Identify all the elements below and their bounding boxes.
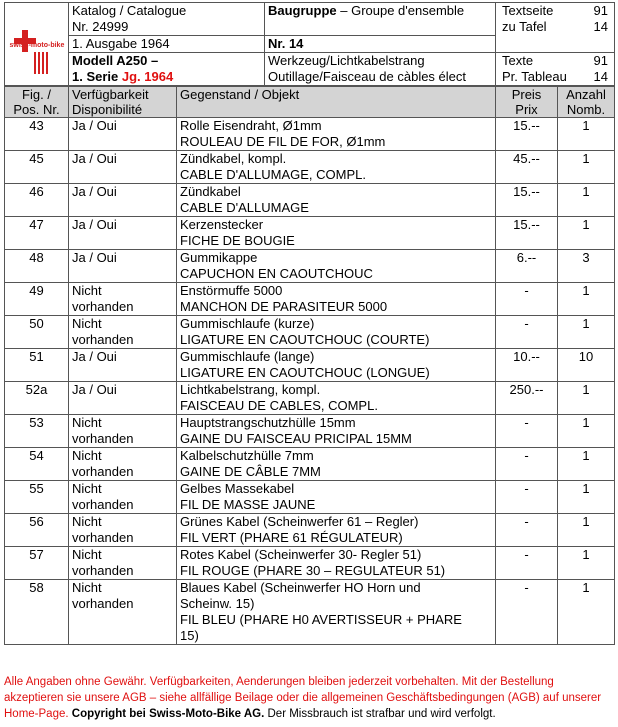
- row-qty: 3: [558, 250, 615, 283]
- column-header-row: [5, 87, 615, 118]
- row-qty: 10: [558, 349, 615, 382]
- catalog-label: Katalog / Catalogue: [72, 3, 187, 18]
- group-cell: [265, 3, 496, 36]
- texte-ref-cell: [496, 53, 615, 86]
- row-pos: 43: [5, 118, 69, 151]
- copyright-text: Copyright bei Swiss-Moto-Bike AG.: [68, 708, 265, 720]
- row-price: -: [496, 283, 558, 316]
- table-row: [5, 151, 615, 184]
- row-availability: Nicht vorhanden: [69, 580, 177, 645]
- row-qty: 1: [558, 316, 615, 349]
- row-availability: Ja / Oui: [69, 184, 177, 217]
- row-availability: Nicht vorhanden: [69, 448, 177, 481]
- row-availability: Nicht vorhanden: [69, 415, 177, 448]
- row-qty: 1: [558, 415, 615, 448]
- texte-value: 91: [593, 53, 608, 68]
- row-pos: 57: [5, 547, 69, 580]
- row-object: Blaues Kabel (Scheinwerfer HO Horn und Scheinw. 15) FIL BLEU (PHARE H0 AVERTISSEUR + PHARE 15): [177, 580, 496, 645]
- row-object: Rotes Kabel (Scheinwerfer 30- Regler 51) FIL ROUGE (PHARE 30 – REGULATEUR 51): [177, 547, 496, 580]
- catalog-page: [4, 2, 614, 645]
- row-price: 10.--: [496, 349, 558, 382]
- table-row: [5, 547, 615, 580]
- table-row: [5, 250, 615, 283]
- series-year: Jg. 1964: [121, 69, 174, 84]
- col-availability: Verfügbarkeit Disponibilité: [69, 87, 177, 118]
- row-price: 15.--: [496, 217, 558, 250]
- row-object: Zündkabel CABLE D'ALLUMAGE: [177, 184, 496, 217]
- table-row: [5, 481, 615, 514]
- catalog-cell: [69, 3, 265, 36]
- page-ref-cell: [496, 3, 615, 53]
- model-name: Modell A250 –: [72, 53, 159, 68]
- row-pos: 50: [5, 316, 69, 349]
- table-row: [5, 514, 615, 547]
- catalog-number: Nr. 24999: [72, 19, 129, 34]
- row-availability: Ja / Oui: [69, 382, 177, 415]
- col-qty: Anzahl Nomb.: [558, 87, 615, 118]
- group-label-rest: – Groupe d'ensemble: [336, 3, 465, 18]
- row-pos: 52a: [5, 382, 69, 415]
- row-pos: 53: [5, 415, 69, 448]
- row-availability: Ja / Oui: [69, 151, 177, 184]
- table-row: [5, 118, 615, 151]
- row-object: Gummischlaufe (lange) LIGATURE EN CAOUTCHOUC (LONGUE): [177, 349, 496, 382]
- plate-value: 14: [593, 19, 608, 34]
- col-price: Preis Prix: [496, 87, 558, 118]
- model-cell: [69, 53, 265, 86]
- row-object: Kerzenstecker FICHE DE BOUGIE: [177, 217, 496, 250]
- table-row: [5, 349, 615, 382]
- row-qty: 1: [558, 217, 615, 250]
- row-price: 15.--: [496, 118, 558, 151]
- group-name-fr: Outillage/Faisceau de càbles élect: [268, 69, 467, 84]
- row-qty: 1: [558, 580, 615, 645]
- row-availability: Ja / Oui: [69, 349, 177, 382]
- table-row: [5, 316, 615, 349]
- row-pos: 48: [5, 250, 69, 283]
- row-price: 250.--: [496, 382, 558, 415]
- logo-text: swiss-moto-bike: [9, 42, 65, 49]
- tableau-label: Pr. Tableau: [502, 69, 567, 84]
- row-object: Gummikappe CAPUCHON EN CAOUTCHOUC: [177, 250, 496, 283]
- row-qty: 1: [558, 184, 615, 217]
- col-pos: Fig. / Pos. Nr.: [5, 87, 69, 118]
- row-price: -: [496, 580, 558, 645]
- row-object: Lichtkabelstrang, kompl. FAISCEAU DE CABLES, COMPL.: [177, 382, 496, 415]
- row-pos: 55: [5, 481, 69, 514]
- row-pos: 45: [5, 151, 69, 184]
- row-qty: 1: [558, 283, 615, 316]
- plate-label: zu Tafel: [502, 19, 547, 34]
- row-pos: 56: [5, 514, 69, 547]
- row-availability: Nicht vorhanden: [69, 316, 177, 349]
- row-qty: 1: [558, 118, 615, 151]
- disclaimer-text: Alle Angaben ohne Gewähr. Verfügbarkeiten, Aenderungen bleiben jederzeit vorbehalten. Mit der Bestellung akzeptieren sie unsere AGB – siehe allfällige Beilage oder die allgemeinen Geschäftsbedingungen (AGB) auf unserer Home-Page.: [4, 676, 602, 720]
- row-object: Grünes Kabel (Scheinwerfer 61 – Regler) FIL VERT (PHARE 61 RÉGULATEUR): [177, 514, 496, 547]
- col-object: Gegenstand / Objekt: [177, 87, 496, 118]
- row-availability: Ja / Oui: [69, 118, 177, 151]
- row-pos: 58: [5, 580, 69, 645]
- row-object: Kalbelschutzhülle 7mm GAINE DE CÂBLE 7MM: [177, 448, 496, 481]
- row-pos: 46: [5, 184, 69, 217]
- row-price: -: [496, 415, 558, 448]
- group-number: Nr. 14: [265, 36, 496, 53]
- row-pos: 54: [5, 448, 69, 481]
- row-availability: Ja / Oui: [69, 250, 177, 283]
- row-price: -: [496, 448, 558, 481]
- row-price: 6.--: [496, 250, 558, 283]
- row-qty: 1: [558, 547, 615, 580]
- group-name-de: Werkzeug/Lichtkabelstrang: [268, 53, 425, 68]
- row-object: Rolle Eisendraht, Ø1mm ROULEAU DE FIL DE FOR, Ø1mm: [177, 118, 496, 151]
- misuse-text: Der Missbrauch ist strafbar und wird verfolgt.: [264, 708, 496, 720]
- row-object: Enstörmuffe 5000 MANCHON DE PARASITEUR 5000: [177, 283, 496, 316]
- text-page-label: Textseite: [502, 3, 554, 18]
- table-row: [5, 184, 615, 217]
- edition-cell: 1. Ausgabe 1964: [69, 36, 265, 53]
- table-row: [5, 217, 615, 250]
- series-prefix: 1. Serie: [72, 69, 122, 84]
- header-table: [4, 2, 615, 86]
- row-price: -: [496, 547, 558, 580]
- row-pos: 49: [5, 283, 69, 316]
- table-row: [5, 448, 615, 481]
- table-row: [5, 415, 615, 448]
- row-price: -: [496, 316, 558, 349]
- row-object: Hauptstrangschutzhülle 15mm GAINE DU FAISCEAU PRICIPAL 15MM: [177, 415, 496, 448]
- parts-table: [4, 86, 615, 645]
- row-price: -: [496, 481, 558, 514]
- row-price: 15.--: [496, 184, 558, 217]
- row-object: Gelbes Massekabel FIL DE MASSE JAUNE: [177, 481, 496, 514]
- row-price: -: [496, 514, 558, 547]
- row-availability: Ja / Oui: [69, 217, 177, 250]
- row-qty: 1: [558, 151, 615, 184]
- row-object: Zündkabel, kompl. CABLE D'ALLUMAGE, COMPL.: [177, 151, 496, 184]
- table-row: [5, 283, 615, 316]
- row-qty: 1: [558, 514, 615, 547]
- tableau-value: 14: [593, 69, 608, 84]
- row-pos: 47: [5, 217, 69, 250]
- disclaimer: [4, 674, 616, 722]
- row-qty: 1: [558, 448, 615, 481]
- group-label: Baugruppe: [268, 3, 337, 18]
- row-availability: Nicht vorhanden: [69, 547, 177, 580]
- row-availability: Nicht vorhanden: [69, 481, 177, 514]
- row-pos: 51: [5, 349, 69, 382]
- table-row: [5, 580, 615, 645]
- text-page-value: 91: [593, 3, 608, 18]
- logo: [5, 3, 69, 86]
- row-availability: Nicht vorhanden: [69, 514, 177, 547]
- row-price: 45.--: [496, 151, 558, 184]
- table-row: [5, 382, 615, 415]
- group-name-cell: [265, 53, 496, 86]
- row-object: Gummischlaufe (kurze) LIGATURE EN CAOUTCHOUC (COURTE): [177, 316, 496, 349]
- row-qty: 1: [558, 481, 615, 514]
- row-availability: Nicht vorhanden: [69, 283, 177, 316]
- row-qty: 1: [558, 382, 615, 415]
- texte-label: Texte: [502, 53, 534, 68]
